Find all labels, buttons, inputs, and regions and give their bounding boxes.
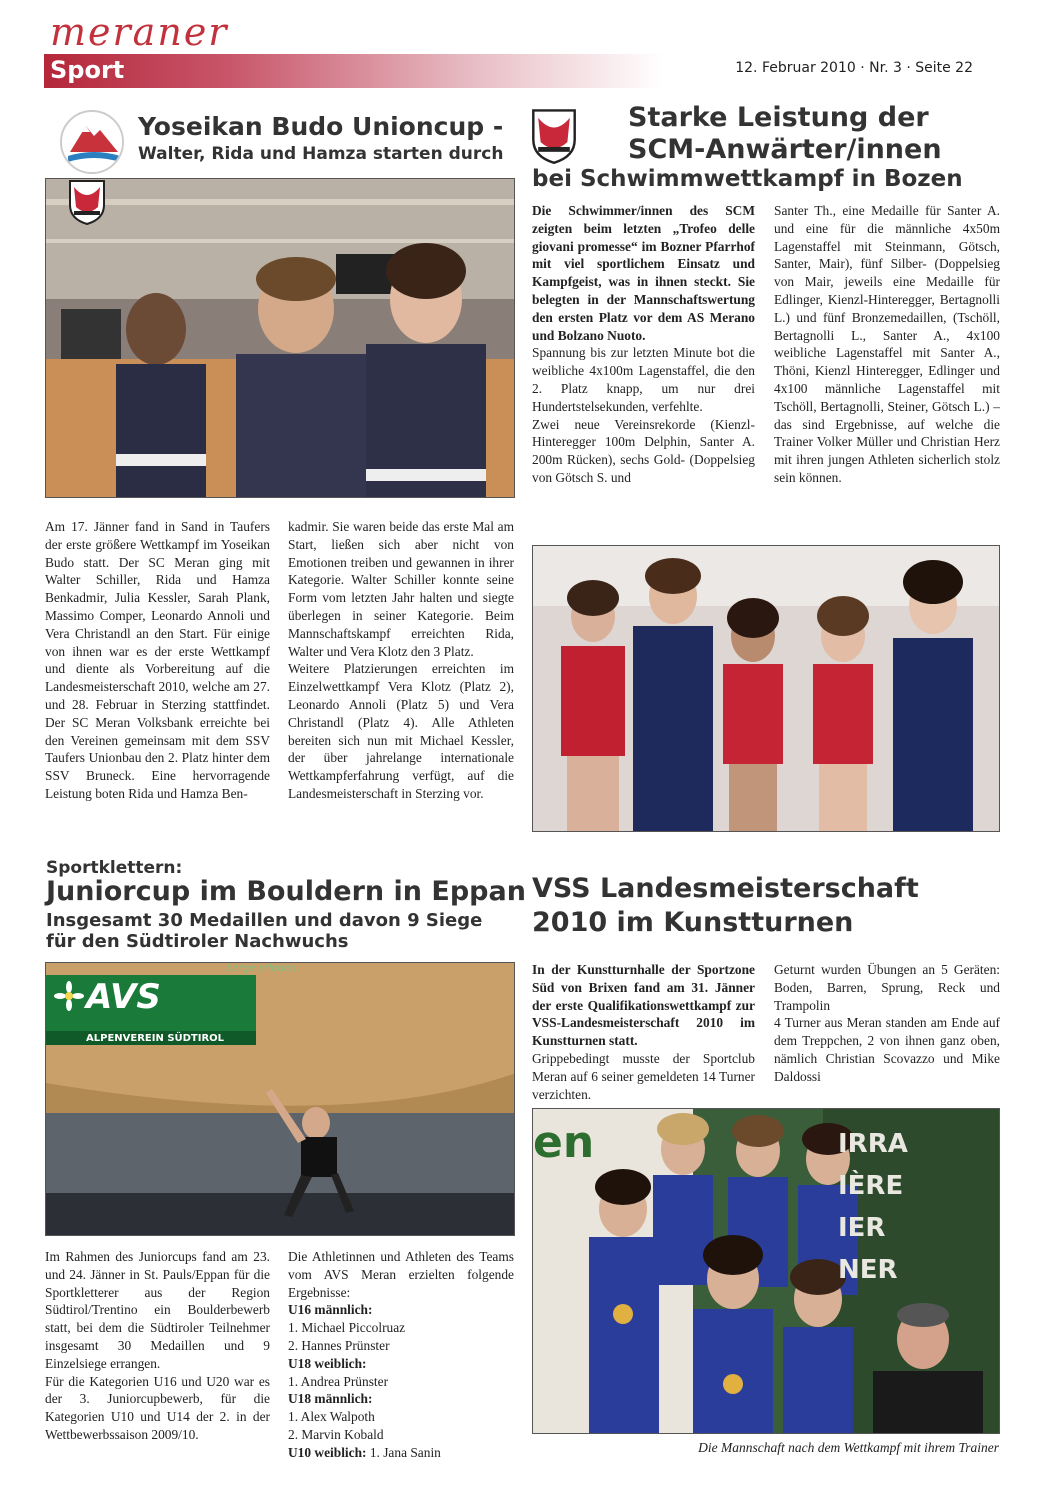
article2-subtitle: bei Schwimmwettkampf in Bozen xyxy=(532,166,963,192)
article3-subtitle: Insgesamt 30 Medaillen und davon 9 Siege für den Südtiroler Nachwuchs xyxy=(46,910,483,952)
wall-lettering-1: en xyxy=(533,1117,595,1168)
article3-title: Juniorcup im Bouldern in Eppan xyxy=(46,876,526,907)
article4-title: VSS Landesmeisterschaft 2010 im Kunstturnen xyxy=(532,873,919,938)
article2-title: Starke Leistung der SCM-Anwärter/innen xyxy=(628,102,942,165)
article1-subtitle: Walter, Rida und Hamza starten durch xyxy=(138,144,504,164)
article1-column-2: kadmir. Sie waren beide das erste Mal am Start, ließen sich aber nicht von Emotionen treiben und gewannen in ihrer Kategorie. Walter Schiller konnte seine Form vom letzten Jahr halten und siegte überlegen in seiner Kategorie. Beim Mannschaftskampf erreichten Rida, Walter und Vera Klotz den 3 Platz. Weitere Platzierungen erreichten im Einzelwettkampf Vera Klotz (Platz 2), Leonardo Annoli (Platz 5) und Vera Christandl (Platz 4). Alle Athleten bereiten sich nun mit Michael Kessler, der über jahrelange internationale Wettkampferfahrung verfügt, auf die Landesmeisterschaft in Sterzing vor. xyxy=(288,519,514,801)
avs-slogan: berge erleben xyxy=(226,963,297,974)
article4-column-1: In der Kunstturnhalle der Sportzone Süd von Brixen fand am 31. Jänner der erste Qualifikationswettkampf zur VSS-Landesmeisterschaft 2010 im Kunstturnen statt. Grippebedingt musste der Sportclub Meran auf 6 seiner gemeldeten 14 Turner verzichten. xyxy=(532,962,755,1102)
yoseikan-logo-icon xyxy=(60,110,124,174)
article3-column-2: Die Athletinnen und Athleten des Teams vom AVS Meran erzielten folgende Ergebnisse: U16 männlich: 1. Michael Piccolruaz 2. Hannes Prünster U18 weiblich: 1. Andrea Prünster U18 männlich: 1. Alex Walpoth 2. Marvin Kobald U10 weiblich: 1. Jana Sanin xyxy=(288,1249,514,1460)
wall-lettering-5: NER xyxy=(838,1255,898,1285)
scm-shield-icon xyxy=(530,108,578,164)
article4-column-2: Geturnt wurden Übungen an 5 Geräten: Boden, Barren, Sprung, Reck und Trampolin 4 Turner aus Meran standen am Ende auf dem Treppchen, 2 von ihnen ganz oben, nämlich Christian Scovazzo und Mike Daldossi xyxy=(774,962,1000,1084)
article1-column-1: Am 17. Jänner fand in Sand in Taufers der erste größere Wettkampf im Yoseikan Budo statt. Der SC Meran ging mit Walter Schiller, Rida und Hamza Benkadmir, Julia Kessler, Sarah Plank, Massimo Comper, Leonardo Annoli und Vera Christandl an den Start. Für einige von ihnen war es der erste Wettkampf und diente als Vorbereitung auf die Landesmeisterschaft 2010, welche am 27. und 28. Februar in Sterzing stattfindet. Der SC Meran Volksbank erreichte bei den Vereinen gemeinsam mit dem SSV Taufers Unionbau den 2. Platz hinter dem SSV Bruneck. Eine hervorragende Leistung boten Rida und Hamza Ben- xyxy=(45,519,270,801)
avs-brand: AVS xyxy=(86,977,161,1017)
article2-column-2: Santer Th., eine Medaille für Santer A. und eine für die männliche 4x50m Lagenstaffel mit Steinmann, Götsch, Santer, Mair), fünf Silber- (Doppelsieg von Mair, jeweils eine Medaille für Edlinger, Kienzl-Hinteregger, Bertagnolli L.) und fünf Bronzemedaillen, (Tschöll, Bertagnolli L., Santer A., 4x100 weibliche Lagenstaffel mit Santer A., Thöni, Kienzl Hinteregger, Edlinger und 4x100 männliche Lagenstaffel mit Tschöll, Bertagnolli, Steiner, Götsch L.) – das sind Ergebnisse, auf welche die Trainer Volker Müller und Christian Herz mit ihren jungen Athleten sicherlich stolz sein können. xyxy=(774,203,1000,485)
bouldering-photo xyxy=(45,962,515,1236)
budo-photo xyxy=(45,178,515,498)
section-bar xyxy=(44,54,664,88)
photo-caption: Die Mannschaft nach dem Wettkampf mit ihrem Trainer xyxy=(698,1440,999,1455)
wall-lettering-2: IRRA xyxy=(838,1129,908,1159)
scm-shield-icon xyxy=(68,179,106,225)
article2-column-1: Die Schwimmer/innen des SCM zeigten beim letzten „Trofeo delle giovani promesse“ im Bozner Pfarrhof mit viel sportlichem Einsatz und Kampfgeist, was in ihnen steckt. Sie belegten in der Mannschaftswertung den ersten Platz vor dem AS Merano und Bolzano Nuoto. Spannung bis zur letzten Minute bot die weibliche 4x100m Lagenstaffel, die den 2. Platz knapp, um nur drei Hundertstelsekunden, verfehlte. Zwei neue Vereinsrekorde (Kienzl-Hinteregger 100m Delphin, Santer A. 200m Rücken), sechs Gold- (Doppelsieg von Götsch S. und xyxy=(532,203,755,485)
article1-title: Yoseikan Budo Unioncup - xyxy=(138,112,504,141)
article3-kicker: Sportklettern: xyxy=(46,858,183,878)
wall-lettering-3: IÈRE xyxy=(838,1171,904,1201)
wall-lettering-4: IER xyxy=(838,1213,886,1243)
article3-column-1: Im Rahmen des Juniorcups fand am 23. und 24. Jänner in St. Pauls/Eppan für die Sportkletterer aus der Region Südtirol/Trentino ein Boulderbewerb statt, bei dem die Südtiroler Teilnehmer insgesamt 30 Medaillen und 9 Einzelsiege errangen. Für die Kategorien U16 und U20 war es der 3. Juniorcupbewerb, für die Kategorien U10 und U14 der 2. in der Wettbewerbssaison 2009/10. xyxy=(45,1249,270,1442)
section-label: Sport xyxy=(50,56,125,84)
avs-brand-sub: ALPENVEREIN SÜDTIROL xyxy=(86,1033,225,1044)
issue-info: 12. Februar 2010 · Nr. 3 · Seite 22 xyxy=(735,60,973,76)
gymnastics-photo xyxy=(532,1108,1000,1434)
edelweiss-icon xyxy=(54,981,84,1011)
masthead-logo: meraner xyxy=(50,10,229,54)
swimmers-photo xyxy=(532,545,1000,832)
